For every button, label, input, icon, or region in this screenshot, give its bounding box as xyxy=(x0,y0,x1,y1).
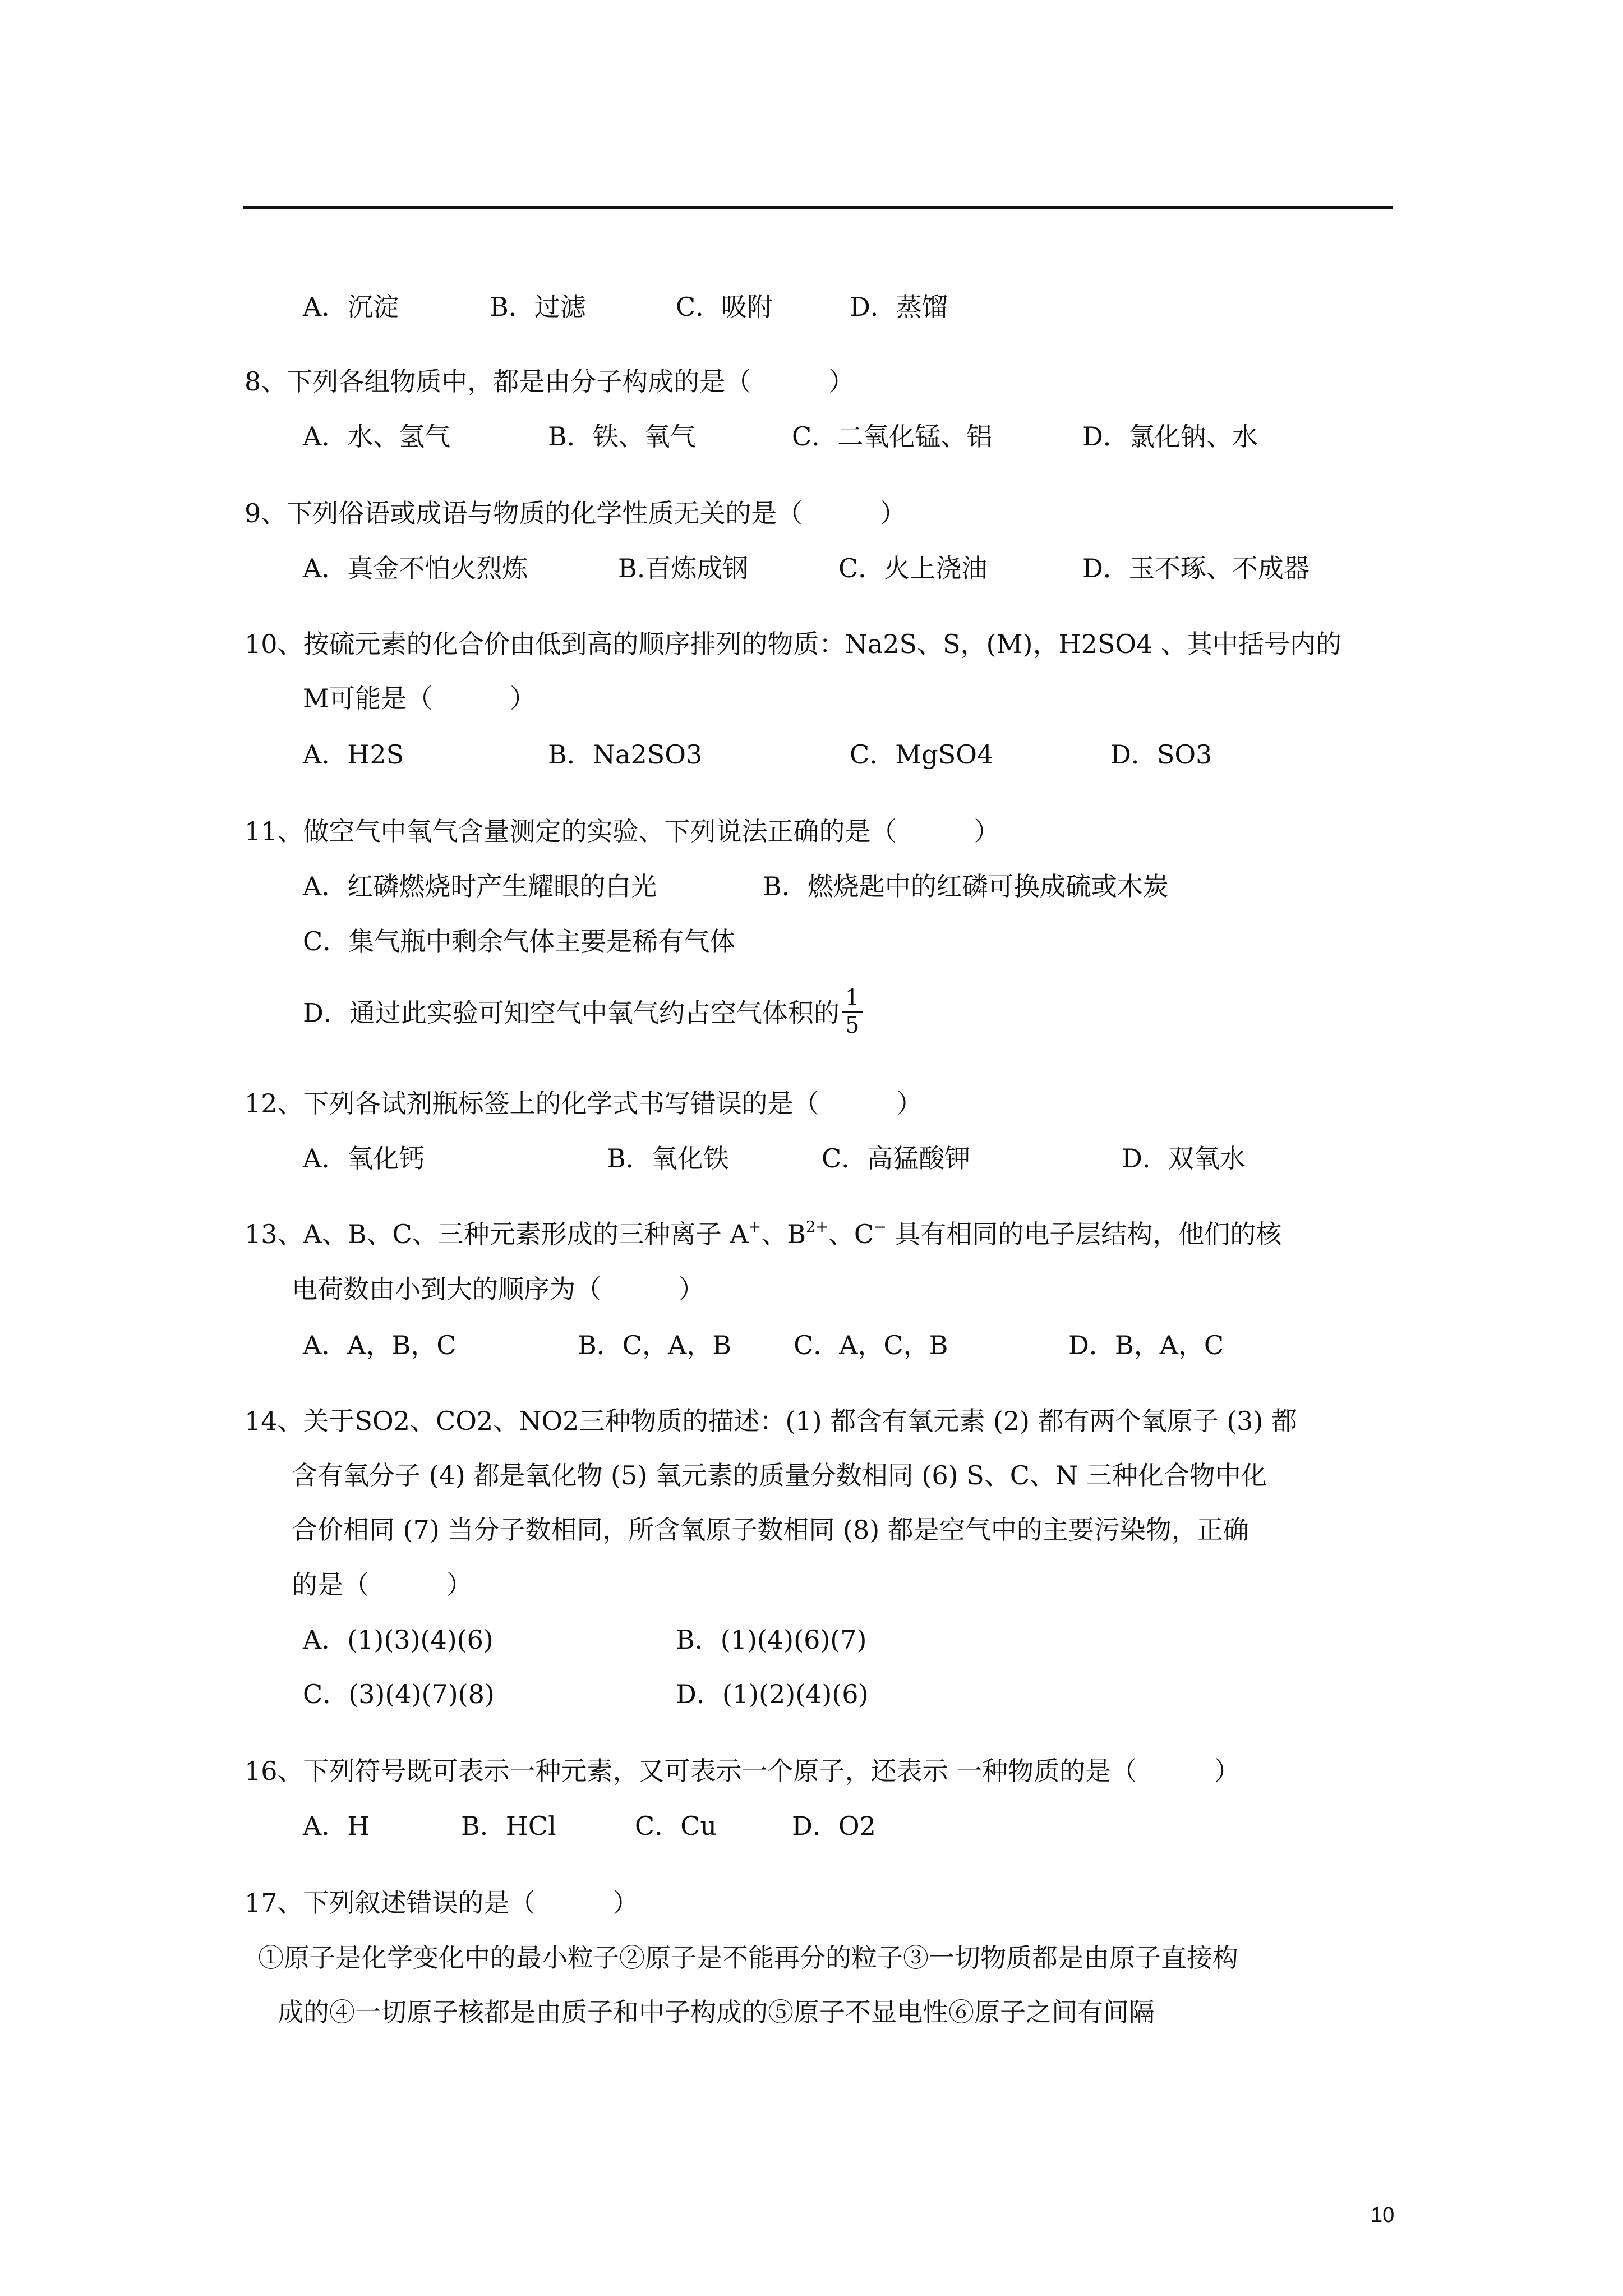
q7-option-b: B．过滤 xyxy=(490,292,586,322)
q14-option-d: D．(1)(2)(4)(6) xyxy=(676,1679,869,1709)
q12-option-a: A．氧化钙 xyxy=(303,1143,425,1174)
q10-option-d: D．SO3 xyxy=(1110,739,1212,770)
q12-stem: 12、下列各试剂瓶标签上的化学式书写错误的是（ ） xyxy=(245,1088,923,1119)
q12-option-c: C．高猛酸钾 xyxy=(822,1143,971,1174)
q11-option-d-text: D．通过此实验可知空气中氧气约占空气体积的 xyxy=(303,997,840,1028)
q10-option-c: C．MgSO4 xyxy=(850,739,994,770)
ion-charge-c: − xyxy=(874,1218,887,1236)
q7-option-d: D．蒸馏 xyxy=(850,292,948,322)
q9-option-c: C．火上浇油 xyxy=(838,553,988,583)
q16-option-b: B．HCl xyxy=(461,1811,556,1841)
q9-stem: 9、下列俗语或成语与物质的化学性质无关的是（ ） xyxy=(245,498,906,528)
ion-charge-a: + xyxy=(748,1218,762,1236)
q11-stem: 11、做空气中氧气含量测定的实验、下列说法正确的是（ ） xyxy=(245,816,1000,846)
q17-stem: 17、下列叙述错误的是（ ） xyxy=(245,1888,639,1918)
q13-text-3: 、C xyxy=(828,1219,874,1249)
q16-stem: 16、下列符号既可表示一种元素，又可表示一个原子，还表示 一种物质的是（ ） xyxy=(245,1756,1241,1786)
page-number: 10 xyxy=(1371,2203,1395,2227)
fraction-one-fifth xyxy=(842,985,863,1038)
q10-stem-line1: 10、按硫元素的化合价由低到高的顺序排列的物质：Na2S、S，(M)，H2SO4 、其中括号内的 xyxy=(245,629,1341,659)
q8-stem: 8、下列各组物质中，都是由分子构成的是（ ） xyxy=(245,366,855,397)
q14-option-b: B．(1)(4)(6)(7) xyxy=(676,1625,867,1655)
q13-option-c: C．A，C，B xyxy=(794,1330,948,1360)
q17-statements-line2: 成的④一切原子核都是由质子和中子构成的⑤原子不显电性⑥原子之间有间隔 xyxy=(278,1997,1155,2027)
q13-stem-line2: 电荷数由小到大的顺序为（ ） xyxy=(292,1274,704,1304)
q13-option-a: A．A，B，C xyxy=(303,1330,457,1360)
q12-option-b: B．氧化铁 xyxy=(607,1143,729,1174)
ion-charge-b: 2+ xyxy=(806,1218,828,1236)
q13-text-2: 、B xyxy=(761,1219,806,1249)
q10-option-b: B．Na2SO3 xyxy=(548,739,703,770)
q16-option-d: D．O2 xyxy=(792,1811,876,1841)
q8-option-c: C．二氧化锰、铝 xyxy=(792,421,993,452)
q11-option-d xyxy=(303,985,863,1042)
q17-statements-line1: ①原子是化学变化中的最小粒子②原子是不能再分的粒子③一切物质都是由原子直接构 xyxy=(258,1943,1238,1973)
q7-option-a: A．沉淀 xyxy=(303,292,399,322)
q8-option-d: D．氯化钠、水 xyxy=(1082,421,1258,452)
q9-option-b: B.百炼成钢 xyxy=(618,553,749,583)
q7-option-c: C．吸附 xyxy=(676,292,773,322)
q14-option-a: A．(1)(3)(4)(6) xyxy=(303,1625,494,1655)
fraction-numerator: 1 xyxy=(842,985,863,1013)
q14-stem-line4: 的是（ ） xyxy=(292,1570,472,1600)
q12-option-d: D．双氧水 xyxy=(1122,1143,1246,1174)
fraction-denominator: 5 xyxy=(845,1013,860,1038)
q10-option-a: A．H2S xyxy=(303,739,404,770)
q13-text-1: 13、A、B、C、三种元素形成的三种离子 A xyxy=(245,1219,749,1249)
q8-option-a: A．水、氢气 xyxy=(303,421,451,452)
q14-stem-line3: 合价相同 (7) 当分子数相同，所含氧原子数相同 (8) 都是空气中的主要污染物，正确 xyxy=(292,1515,1249,1545)
q10-stem-line2: M可能是（ ） xyxy=(303,683,536,714)
header-rule xyxy=(243,206,1393,209)
q11-option-a: A．红磷燃烧时产生耀眼的白光 xyxy=(303,871,657,901)
q13-option-b: B．C，A，B xyxy=(578,1330,732,1360)
q14-option-c: C．(3)(4)(7)(8) xyxy=(303,1679,495,1709)
q11-option-c: C．集气瓶中剩余气体主要是稀有气体 xyxy=(303,926,736,956)
q16-option-c: C．Cu xyxy=(635,1811,717,1841)
q11-option-b: B．燃烧匙中的红磷可换成硫或木炭 xyxy=(763,871,1169,901)
q14-stem-line1: 14、关于SO2、CO2、NO2三种物质的描述：(1) 都含有氧元素 (2) 都有两个氧原子 (3) 都 xyxy=(245,1406,1298,1436)
q13-stem-line1 xyxy=(245,1217,1281,1251)
q9-option-d: D．玉不琢、不成器 xyxy=(1082,553,1310,583)
q14-stem-line2: 含有氧分子 (4) 都是氧化物 (5) 氧元素的质量分数相同 (6) S、C、N 三种化合物中化 xyxy=(292,1460,1267,1490)
q16-option-a: A．H xyxy=(303,1811,370,1841)
q8-option-b: B．铁、氧气 xyxy=(548,421,696,452)
q9-option-a: A．真金不怕火烈炼 xyxy=(303,553,528,583)
q13-text-4: 具有相同的电子层结构，他们的核 xyxy=(886,1219,1282,1249)
q13-option-d: D．B，A，C xyxy=(1068,1330,1224,1360)
